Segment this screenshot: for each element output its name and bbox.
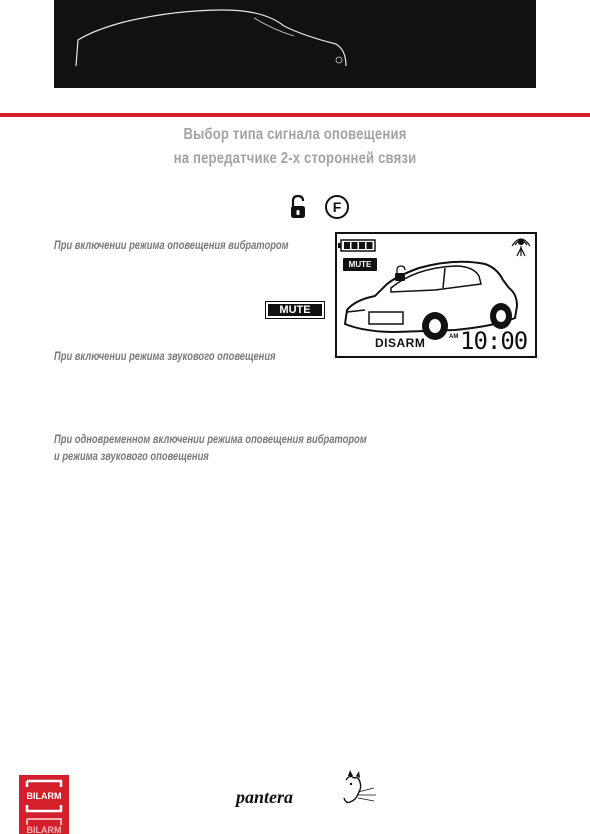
option-both-text-line1: При одновременном включении режима оповещения вибратором: [54, 432, 367, 446]
option-sound-text: При включении режима звукового оповещения: [54, 349, 276, 363]
svg-text:F: F: [332, 199, 342, 215]
unlock-icon: [291, 196, 305, 218]
lcd-clock: 10:00: [460, 327, 528, 355]
page-title-line2: на передатчике 2-х сторонней связи: [173, 150, 417, 167]
option-both-text-line2: и режима звукового оповещения: [54, 449, 209, 463]
lcd-status-disarm: DISARM: [375, 336, 426, 350]
svg-text:BILARM: BILARM: [26, 825, 62, 834]
bilarm-logo: [19, 775, 69, 834]
mute-badge: [265, 301, 325, 319]
pantera-cat-icon: [232, 768, 382, 812]
lcd-am-indicator: AM: [449, 334, 459, 340]
battery-icon: [338, 240, 375, 251]
remote-buttons: [286, 194, 366, 222]
header-car-banner: [54, 0, 536, 88]
mute-badge-label: MUTE: [268, 304, 322, 316]
f-button-icon: [326, 196, 348, 218]
svg-text:BILARM: BILARM: [26, 791, 62, 801]
lcd-mute-indicator: MUTE: [343, 258, 377, 271]
option-vibrate-text: При включении режима оповещения вибратором: [54, 238, 289, 252]
red-divider: [0, 113, 590, 117]
pantera-logo-text: pantera: [236, 787, 294, 807]
page-title-line1: Выбор типа сигнала оповещения: [183, 126, 407, 143]
